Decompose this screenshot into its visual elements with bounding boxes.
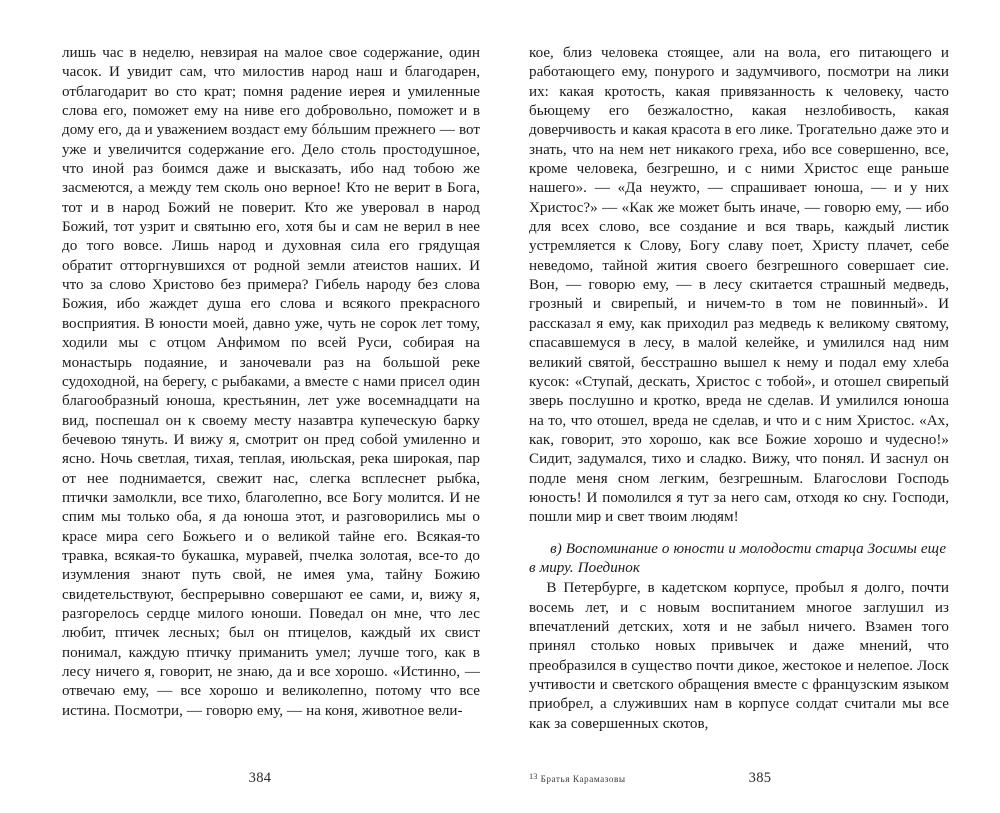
page-right [520, 0, 1000, 813]
left-footer [0, 761, 520, 813]
right-footer [520, 761, 1000, 813]
paragraph: кое, близ человека стоящее, али на вола, его питающего и работающего ему, понурого и задумчивого, посмотри на лики их: какая кротость, какая привязанность к человеку, часто бьющему его безжалостно, какая незлобивость, какая доверчивость и какая красота в его лике. Трогательно даже это и знать, что на нем нет никакого греха, ибо все совершенно, все, кроме человека, безгрешно, и с ними Христос еще раньше нашего». — «Да неужто, — спрашивает юноша, — и у них Христос?» — «Как же может быть иначе, — говорю ему, — ибо для всех слово, все создание и вся тварь, каждый листик устремляется к Слову, Богу славу поет, Христу плачет, себе неведомо, тайной жития своего безгрешного совершает сие. Вон, — говорю ему, — в лесу скитается страшный медведь, грозный и свирепый, и ничем-то в том не повинный». И рассказал я ему, как приходил раз медведь к великому святому, спасавшемуся в лесу, в малой келейке, и умилился над ним великий святой, бесстрашно вышел к нему и подал ему хлеба кусок: «Ступай, дескать, Христос с тобой», и отошел свирепый зверь послушно и кротко, вреда не сделав. И умилился юноша на то, что отошел, вреда не сделав, и что и с ним Христос. «Ах, как, говорит, это хорошо, как все Божие хорошо и чудесно!» Сидит, задумался, тихо и сладко. Вижу, что понял. И заснул он подле меня сном легким, безгрешным. Благослови Господь юность! И помолился я тут за него сам, отходя ко сну. Господи, пошли мир и свет твоим людям! [529, 45, 949, 526]
paragraph: лишь час в неделю, невзирая на малое свое содержание, один часок. И увидит сам, что милостив народ наш и благодарен, отблагодарит во сто крат; помня радение иерея и умиленные слова его, поможет ему на ниве его добровольно, поможет и в дому его, да и уважением воздаст ему бóльшим прежнего — вот уже и увеличится содержание его. Дело столь простодушное, что иной раз боимся даже и высказать, ибо над тобою же засмеются, а между тем сколь оно верное! Кто не верит в Бога, тот и в народ Божий не поверит. Кто же уверовал в народ Божий, тот узрит и святыню его, хотя бы и сам не верил в нее до того вовсе. Лишь народ и духовная сила его грядущая обратит отторгнувшихся от родной земли атеистов наших. И что за слово Христово без примера? Гибель народу без слова Божия, ибо жаждет душа его слова и всякого прекрасного восприятия. В юности моей, давно уже, чуть не сорок лет тому, ходили мы с отцом Анфимом по всей Руси, собирая на монастырь подаяние, и заночевали раз на большой реке судоходной, на берегу, с рыбаками, а вместе с нами присел один благообразный юноша, крестьянин, лет уже восемнадцати на вид, поспешал он к своему месту назавтра купеческую барку бечевою тянуть. И вижу я, смотрит он пред собой умиленно и ясно. Ночь светлая, тихая, теплая, июльская, река широкая, пар от нее поднимается, свежит нас, слегка всплеснет рыбка, птички замолкли, все тихо, благолепно, все Богу молится. И не спим мы только оба, я да юноша этот, и разговорились мы о красе мира сего Божьего и о великой тайне его. Всякая-то травка, всякая-то букашка, муравей, пчелка золотая, все-то до изумления знают путь свой, не имея ума, тайну Божию свидетельствуют, беспрерывно совершают ее сами, и, вижу я, разгорелось сердце милого юноши. Поведал он мне, что лес любит, птичек лесных; был он птицелов, каждый их свист понимал, каждую птичку приманить умел; лучше того, как в лесу ничего я, говорит, не знаю, да и все хорошо. «Истинно, — отвечаю ему, — все хорошо и великолепно, потому что все истина. Посмотри, — говорю ему, — на коня, животное вели- [62, 45, 480, 719]
left-column-text [62, 44, 480, 721]
right-column-text [529, 44, 949, 734]
section-heading: в) Воспоминание о юности и молодости старца Зосимы еще в миру. Поединок [529, 540, 947, 576]
signature-title: Братья Карамазовы [540, 774, 626, 784]
page-number-right: 385 [748, 770, 772, 786]
signature-number: 13 [529, 772, 538, 782]
paragraph: В Петербурге, в кадетском корпусе, пробыл я долго, почти восемь лет, и с новым воспитанием многое заглушил из впечатлений детских, хотя и не забыл ничего. Взамен того принял столько новых привычек и даже мнений, что преобразился в существо почти дикое, жестокое и нелепое. Лоск учтивости и светского обращения вместе с французским языком приобрел, а служивших нам в корпусе солдат считали мы все как за совершенных скотов, [529, 580, 949, 732]
page-number-left: 384 [248, 770, 272, 786]
